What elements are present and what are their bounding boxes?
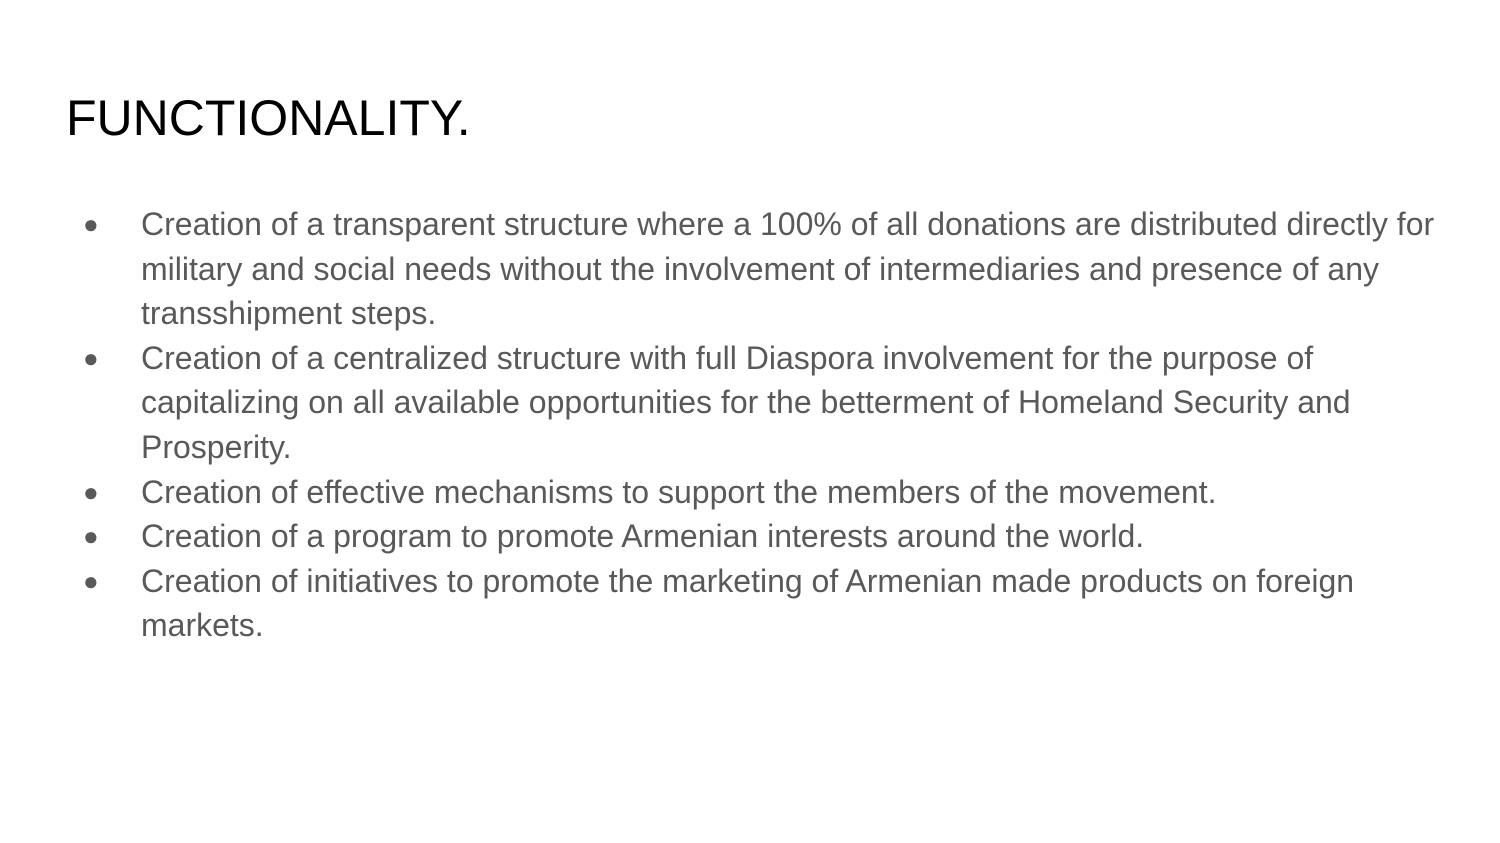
slide-title: FUNCTIONALITY. <box>66 90 471 146</box>
bullet-text: Creation of effective mechanisms to support the members of the movement. <box>141 473 1217 510</box>
bullet-dot-icon: ● <box>83 521 99 552</box>
bullet-text: Creation of a centralized structure with full Diaspora involvement for the purpose of capitalizing on all available opportunities for the betterment of Homeland Security and Prosperity. <box>141 339 1351 465</box>
bullet-item <box>0 514 1440 559</box>
bullet-item <box>0 470 1440 515</box>
bullet-text: Creation of a transparent structure where a 100% of all donations are distributed directly for military and social needs without the involvement of intermediaries and presence of any transshipment steps. <box>141 206 1435 332</box>
bullet-dot-icon: ● <box>83 342 99 373</box>
bullet-item <box>0 559 1440 648</box>
bullet-dot-icon: ● <box>83 209 99 239</box>
bullet-item <box>0 202 1440 336</box>
bullet-text: Creation of a program to promote Armenian interests around the world. <box>141 518 1145 555</box>
bullet-dot-icon: ● <box>83 476 99 507</box>
bullet-item <box>0 336 1440 470</box>
bullet-dot-icon: ● <box>83 565 99 596</box>
bullet-text: Creation of initiatives to promote the marketing of Armenian made products on foreign markets. <box>141 562 1355 644</box>
bullet-list <box>0 202 1440 648</box>
